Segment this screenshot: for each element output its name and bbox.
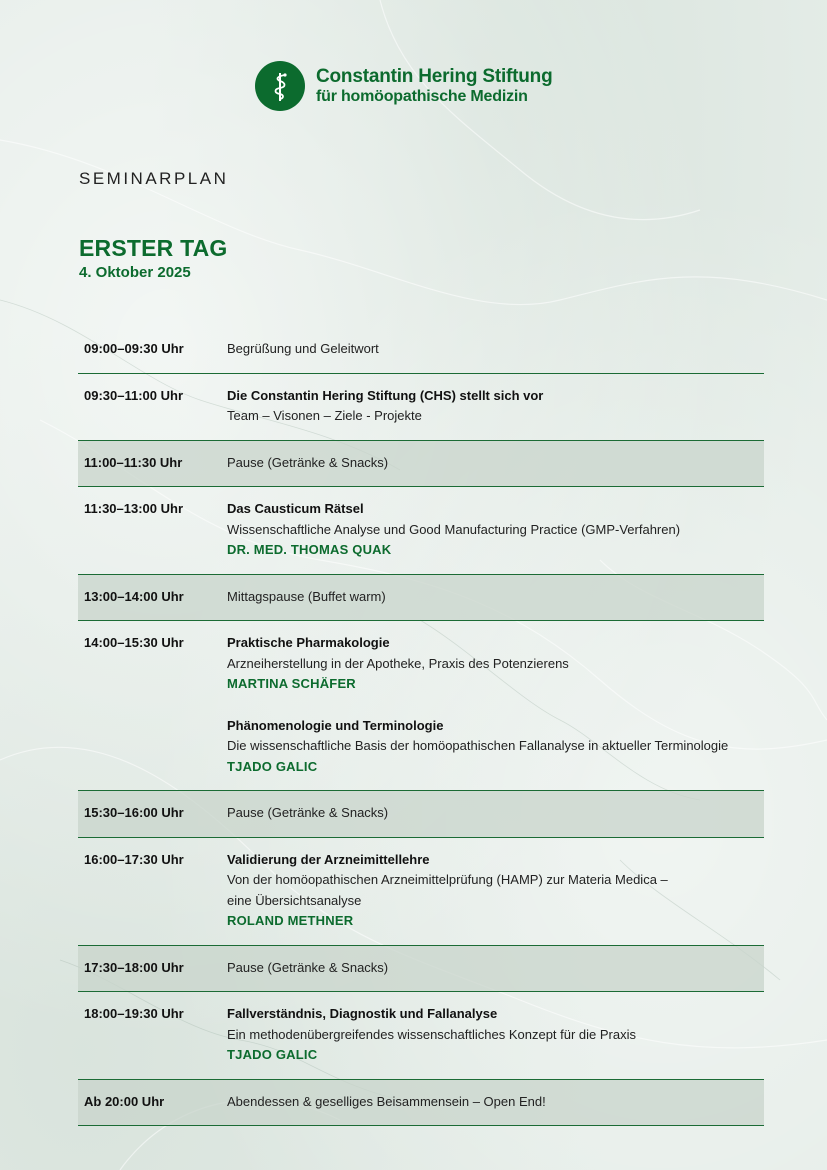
schedule-row: [78, 327, 764, 374]
session-title: Fallverständnis, Diagnostik und Fallanalyse: [227, 1006, 498, 1021]
time-slot: 11:00–11:30 Uhr: [84, 454, 183, 470]
session-label: Pause (Getränke & Snacks): [227, 805, 389, 820]
session-speaker: DR. MED. THOMAS QUAK: [227, 542, 392, 557]
time-slot: 18:00–19:30 Uhr: [84, 1006, 184, 1021]
schedule-row: [78, 621, 764, 791]
time-slot: 13:00–14:00 Uhr: [84, 588, 184, 604]
session-title: Validierung der Arzneimittellehre: [227, 851, 430, 867]
schedule-row-break: [78, 441, 764, 488]
schedule-row: [78, 838, 764, 946]
session-label: Pause (Getränke & Snacks): [227, 454, 389, 470]
logo-wordmark: [316, 66, 553, 106]
time-slot: 11:30–13:00 Uhr: [84, 501, 184, 516]
schedule-row: [78, 487, 764, 575]
day-date: 4. Oktober 2025: [79, 264, 191, 281]
session-content: [227, 453, 764, 474]
time-slot: 16:00–17:30 Uhr: [84, 851, 184, 867]
session-label: Begrüßung und Geleitwort: [227, 341, 379, 356]
time-slot: 17:30–18:00 Uhr: [84, 959, 184, 975]
session-label: Pause (Getränke & Snacks): [227, 959, 389, 975]
schedule-row-break: [78, 791, 764, 838]
session-title: Phänomenologie und Terminologie: [227, 717, 444, 733]
session-description: Die wissenschaftliche Basis der homöopathischen Fallanalyse in aktueller Terminologie: [227, 738, 729, 753]
schedule-row-break: [78, 1080, 764, 1127]
session-content: [227, 1004, 764, 1066]
session-description: Wissenschaftliche Analyse und Good Manufacturing Practice (GMP-Verfahren): [227, 521, 681, 537]
session-speaker: MARTINA SCHÄFER: [227, 676, 356, 691]
session-content: [227, 958, 764, 979]
session-description-cont: eine Übersichtsanalyse: [227, 892, 362, 908]
time-slot: 09:00–09:30 Uhr: [84, 341, 184, 356]
session-title: Die Constantin Hering Stiftung (CHS) stellt sich vor: [227, 387, 544, 403]
session-title: Das Causticum Rätsel: [227, 501, 364, 516]
schedule-table: [78, 327, 764, 1126]
session-title: Praktische Pharmakologie: [227, 635, 390, 650]
time-slot: 14:00–15:30 Uhr: [84, 635, 184, 650]
session-label: Abendessen & geselliges Beisammensein – Open End!: [227, 1093, 546, 1109]
session-content: [227, 339, 764, 360]
session-content: [227, 803, 764, 824]
logo-line-2: für homöopathische Medizin: [316, 87, 528, 105]
session-content: [227, 499, 764, 561]
spacer: [227, 695, 764, 716]
session-speaker: TJADO GALIC: [227, 758, 318, 774]
foundation-logo: [255, 61, 553, 111]
session-content: [227, 386, 764, 427]
session-label: Mittagspause (Buffet warm): [227, 588, 386, 604]
session-description: Von der homöopathischen Arzneimittelprüfung (HAMP) zur Materia Medica –: [227, 872, 668, 887]
logo-line-1: Constantin Hering Stiftung: [316, 65, 553, 87]
session-description: Ein methodenübergreifendes wissenschaftliches Konzept für die Praxis: [227, 1026, 637, 1042]
schedule-row: [78, 374, 764, 441]
schedule-row: [78, 992, 764, 1080]
session-description: Arzneiherstellung in der Apotheke, Praxis des Potenzierens: [227, 655, 569, 671]
schedule-row-break: [78, 575, 764, 622]
rod-of-asclepius-icon: [255, 61, 305, 111]
session-description: Team – Visonen – Ziele - Projekte: [227, 408, 422, 423]
session-content: [227, 850, 764, 932]
day-title: ERSTER TAG: [79, 235, 228, 261]
document-title: SEMINARPLAN: [79, 169, 229, 188]
session-content: [227, 587, 764, 608]
session-speaker: ROLAND METHNER: [227, 913, 354, 928]
session-content: [227, 1092, 764, 1113]
time-slot: Ab 20:00 Uhr: [84, 1093, 165, 1109]
session-content: [227, 633, 764, 777]
time-slot: 15:30–16:00 Uhr: [84, 805, 184, 820]
schedule-row-break: [78, 946, 764, 993]
session-speaker: TJADO GALIC: [227, 1047, 318, 1062]
time-slot: 09:30–11:00 Uhr: [84, 387, 184, 403]
